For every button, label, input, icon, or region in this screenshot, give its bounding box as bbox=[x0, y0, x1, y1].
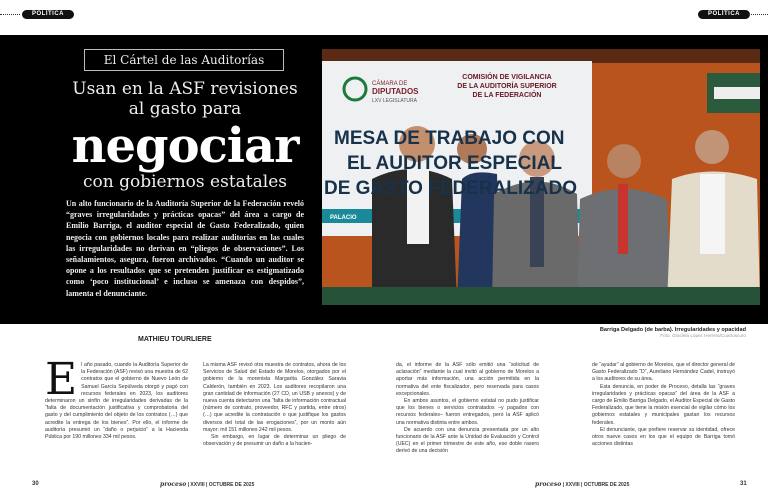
headline-line3: con gobiernos estatales bbox=[83, 172, 287, 192]
paragraph: La misma ASF revisó otra muestra de contratos, ahora de los Servicios de Salud del Estado de Morelos, otorgados por el gobierno de la morenista Margarita González Saravia Calderón, también en 2023. Los auditores recopilaron una gran cantidad de información (27 CD, un USB y anexos) y de nueva cuenta detectaron una “falta de información contractual (número de contrato, proveedor, RFC y partida, entre otros) (…) que acredite la contratación o que justifique los gastos diversos del total de las erogaciones”, por un monto aún mayor: mil 151 millones 242 mil pesos. bbox=[203, 362, 346, 433]
screen-title: DE GASTO FEDERALIZADO bbox=[324, 178, 577, 199]
series-kicker: El Cártel de las Auditorías bbox=[84, 49, 284, 71]
paragraph: Sin embargo, en lugar de determinar un pliego de observación y de presumir un daño a la hacien- bbox=[203, 434, 346, 448]
page-number-right: 31 bbox=[740, 481, 747, 487]
body-column-2 bbox=[203, 362, 346, 448]
screen-title: EL AUDITOR ESPECIAL bbox=[347, 153, 563, 174]
photo-caption bbox=[600, 327, 746, 338]
deck: Un alto funcionario de la Auditoría Superior de la Federación reveló “graves irregularidades y prácticas opacas” del área a cargo de Emilio Barriga, el auditor especial de Gasto Federalizado, quien negocia con gobiernos locales para realizar auditorías en las cuales las irregularidades no derivan en “pliegos de observaciones”. Los señalamientos, asegura, fueron archivados. “Cuando un auditor se opone a los resultados que se pretenden justificar es estigmatizado como ‘poco institucional’ e incluso se amenaza con despidos”, lamenta el denunciante. bbox=[66, 199, 304, 298]
drop-cap: E bbox=[45, 354, 78, 405]
screen-org3: LXV LEGISLATURA bbox=[372, 98, 417, 104]
screen-org1: CÁMARA DE bbox=[372, 81, 408, 87]
issue-date: OCTUBRE DE 2025 bbox=[208, 482, 255, 488]
body-column-1 bbox=[45, 354, 188, 441]
paragraph: de “ayudar” al gobierno de Morelos, que el director general de Gasto Federalizado “D”, Aureliano Hernández Cadel, instruyó a los auditores de su área. bbox=[592, 362, 735, 383]
decor-dots bbox=[0, 14, 20, 15]
section-tag-left: POLÍTICA bbox=[22, 10, 74, 19]
article-photo bbox=[322, 49, 760, 305]
page-number-left: 30 bbox=[32, 481, 39, 487]
paragraph: Esta denuncia, en poder de Proceso, detalla las “graves irregularidades y prácticas opacas” del área de la ASF a cargo de Emilio Barriga Delgado, el Auditor Especial de Gasto Federalizado, que tiene la misión esencial de vigilar cómo los gobiernos estatales y municipales gastan los recursos federales. bbox=[592, 383, 735, 426]
headline-big: negociar bbox=[71, 118, 299, 174]
headline-line2: al gasto para bbox=[128, 99, 242, 119]
screen-footer: PALACIO bbox=[330, 215, 357, 221]
footer-left: proceso | XXVIII | OCTUBRE DE 2025 bbox=[160, 481, 255, 488]
body-column-3 bbox=[396, 362, 539, 456]
footer-right: proceso | XXVIII | OCTUBRE DE 2025 bbox=[535, 481, 630, 488]
screen-title: MESA DE TRABAJO CON bbox=[334, 128, 565, 149]
paragraph: l año pasado, cuando la Auditoría Superior de la Federación (ASF) revisó una muestra de 62 contratos que el gobierno de Nuevo León de Samuel García Sepúlveda otorgó y pagó con recursos federales en 2023, los auditores determinaron un sinfín de irregularidades derivadas de la “falta de documentación justificativa y comprobatoria del gasto y del cumplimiento del objeto de los contratos (…) que acredite la entrega de los bienes”. Por ello, el informe de auditoría presumió un “daño o perjuicio” a la Hacienda Pública por 190 millones 334 mil pesos. bbox=[45, 362, 188, 441]
issue-number: XXVIII bbox=[190, 482, 205, 488]
issue-number: XXVIII bbox=[565, 482, 580, 488]
screen-commission: DE LA AUDITORÍA SUPERIOR bbox=[457, 83, 557, 90]
body-column-4 bbox=[592, 362, 735, 448]
brand-logo: proceso bbox=[160, 481, 187, 488]
screen-commission: DE LA FEDERACIÓN bbox=[472, 92, 542, 99]
caption-text: Barriga Delgado (de barba). Irregularidades y opacidad bbox=[599, 327, 746, 333]
section-tag-right: POLÍTICA bbox=[698, 10, 750, 19]
brand-logo: proceso bbox=[535, 481, 562, 488]
paragraph: da, el informe de la ASF sólo emitió una “solicitud de aclaración” mediante la cual invitó al gobierno de Morelos a aportar más información, una acción permitida en la normativa del ente fiscalizador, pero reservada para casos excepcionales. bbox=[396, 362, 539, 397]
paragraph: De acuerdo con una denuncia presentada por un alto funcionario de la ASF ante la Unidad de Evaluación y Control (UEC) en el primer trimestre de este año, ese doble rasero derivó de una decisión bbox=[396, 426, 539, 455]
paragraph: El denunciante, que prefiere reservar su identidad, ofrece otros nueve casos en los que el equipo de Barriga tomó acciones distintas bbox=[592, 426, 735, 448]
issue-date: OCTUBRE DE 2025 bbox=[583, 482, 630, 488]
screen-commission: COMISIÓN DE VIGILANCIA bbox=[462, 74, 552, 81]
decor-dots bbox=[748, 14, 768, 15]
headline-line1: Usan en la ASF revisiones bbox=[72, 79, 298, 99]
author-byline: MATHIEU TOURLIERE bbox=[138, 336, 212, 343]
screen-org2: DIPUTADOS bbox=[372, 87, 419, 96]
photo-credit: Foto: Graciela López Herrera/Cuartoscuro bbox=[660, 333, 746, 338]
paragraph: En ambos asuntos, el gobierno estatal no pudo justificar que los bienes o servicios contratados –y pagados con recursos federales– fueron entregados, pero la ASF aplicó una normativa distinta entre ambos. bbox=[396, 398, 539, 426]
